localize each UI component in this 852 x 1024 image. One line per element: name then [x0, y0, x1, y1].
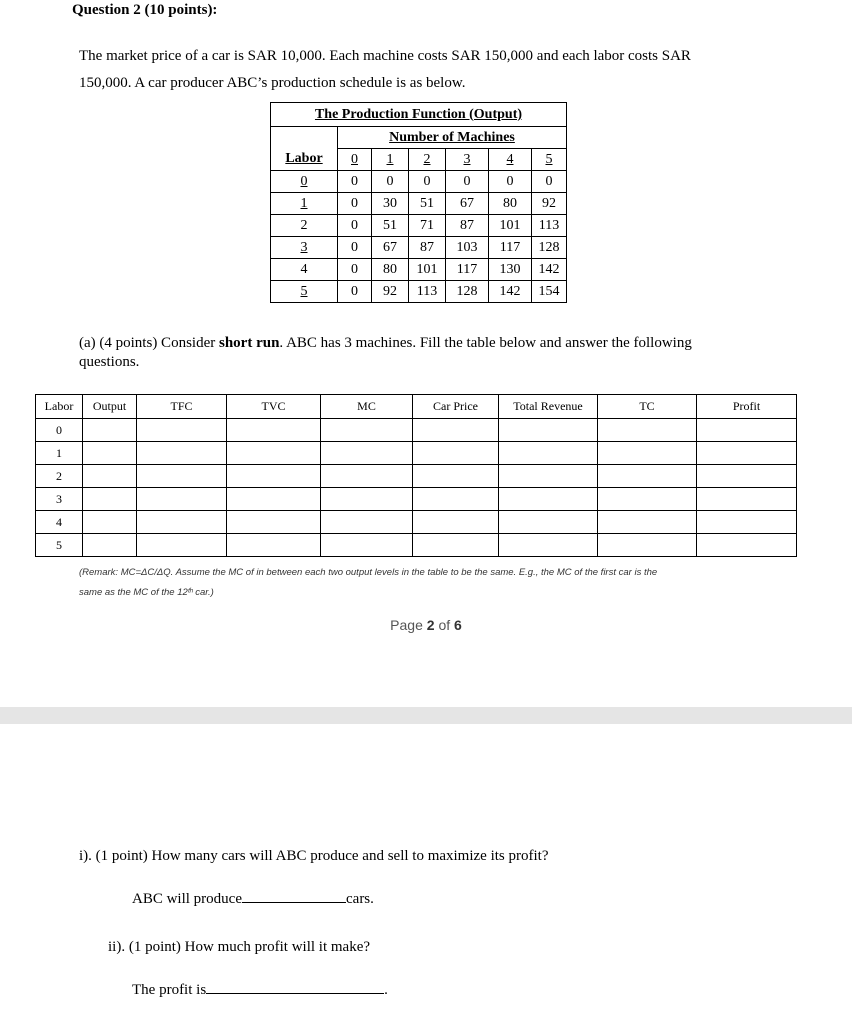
page-number	[0, 617, 852, 633]
intro-line-2: 150,000. A car producer ABC’s production schedule is as below.	[79, 75, 466, 91]
page-current: 2	[426, 617, 435, 633]
table-row	[271, 281, 567, 303]
machine-header: 3	[446, 149, 489, 171]
answer-cell[interactable]	[321, 465, 413, 488]
question-ii-answer-line	[132, 979, 388, 999]
answer-cell[interactable]	[413, 534, 499, 557]
answer-cell[interactable]	[137, 442, 227, 465]
machine-header: 1	[372, 149, 409, 171]
output-cell: 130	[489, 259, 532, 281]
remark-note	[79, 563, 779, 603]
table-row	[36, 419, 797, 442]
machine-header: 2	[409, 149, 446, 171]
answer-cell[interactable]	[499, 488, 598, 511]
answer-cell[interactable]	[499, 511, 598, 534]
answer-cell[interactable]	[697, 442, 797, 465]
output-cell: 0	[446, 171, 489, 193]
output-cell: 67	[372, 237, 409, 259]
production-function-table	[270, 102, 567, 303]
output-cell: 92	[532, 193, 567, 215]
answer-suffix: .	[384, 982, 388, 998]
answer-cell[interactable]	[137, 488, 227, 511]
header-total-revenue: Total Revenue	[499, 395, 598, 419]
header-output: Output	[83, 395, 137, 419]
page-separator	[0, 707, 852, 724]
output-cell: 103	[446, 237, 489, 259]
answer-cell[interactable]	[137, 511, 227, 534]
output-cell: 128	[532, 237, 567, 259]
table-row	[36, 511, 797, 534]
table-row	[271, 215, 567, 237]
answer-cell[interactable]	[137, 534, 227, 557]
answer-cell[interactable]	[499, 465, 598, 488]
output-cell: 113	[532, 215, 567, 237]
labor-cell: 3	[36, 488, 83, 511]
answer-cell[interactable]	[697, 488, 797, 511]
answer-blank-cars[interactable]	[242, 888, 346, 903]
table-row	[36, 465, 797, 488]
answer-cell[interactable]	[83, 488, 137, 511]
output-cell: 0	[338, 171, 372, 193]
output-cell: 87	[446, 215, 489, 237]
answer-cell[interactable]	[227, 488, 321, 511]
output-cell: 117	[489, 237, 532, 259]
answer-cell[interactable]	[321, 419, 413, 442]
output-cell: 101	[409, 259, 446, 281]
labor-cell: 4	[36, 511, 83, 534]
output-cell: 142	[532, 259, 567, 281]
answer-cell[interactable]	[598, 511, 697, 534]
header-mc: MC	[321, 395, 413, 419]
answer-cell[interactable]	[413, 511, 499, 534]
machine-header: 0	[338, 149, 372, 171]
page-prefix: Page	[390, 617, 427, 633]
page-total: 6	[454, 617, 462, 633]
output-cell: 113	[409, 281, 446, 303]
production-table-subtitle: Number of Machines	[338, 127, 567, 149]
output-cell: 80	[489, 193, 532, 215]
part-a-suffix: . ABC has 3 machines. Fill the table below and answer the following	[279, 335, 692, 351]
table-row	[271, 193, 567, 215]
answer-cell[interactable]	[499, 419, 598, 442]
answer-cell[interactable]	[321, 534, 413, 557]
production-table-title: The Production Function (Output)	[271, 103, 567, 127]
output-cell: 117	[446, 259, 489, 281]
machine-header: 5	[532, 149, 567, 171]
output-cell: 142	[489, 281, 532, 303]
intro-line-1: The market price of a car is SAR 10,000. Each machine costs SAR 150,000 and each labor costs SAR	[79, 48, 691, 64]
output-cell: 0	[338, 281, 372, 303]
header-labor: Labor	[36, 395, 83, 419]
answer-cell[interactable]	[413, 488, 499, 511]
header-tc: TC	[598, 395, 697, 419]
labor-cell: 0	[271, 171, 338, 193]
answer-cell[interactable]	[227, 534, 321, 557]
header-tvc: TVC	[227, 395, 321, 419]
answer-cell[interactable]	[321, 442, 413, 465]
answer-cell[interactable]	[321, 511, 413, 534]
labor-cell: 4	[271, 259, 338, 281]
labor-cell: 1	[36, 442, 83, 465]
output-cell: 80	[372, 259, 409, 281]
answer-cell[interactable]	[137, 465, 227, 488]
answer-cell[interactable]	[697, 419, 797, 442]
output-cell: 154	[532, 281, 567, 303]
output-cell: 101	[489, 215, 532, 237]
part-a-prefix: (a) (4 points) Consider	[79, 335, 219, 351]
table-row	[271, 237, 567, 259]
output-cell: 87	[409, 237, 446, 259]
part-a-line-1	[79, 334, 692, 353]
answer-cell[interactable]	[227, 511, 321, 534]
question-ii: ii). (1 point) How much profit will it make?	[108, 939, 371, 955]
answer-prefix: ABC will produce	[132, 891, 242, 907]
table-row	[36, 534, 797, 557]
question-i: i). (1 point) How many cars will ABC produce and sell to maximize its profit?	[79, 848, 549, 864]
answer-cell[interactable]	[227, 419, 321, 442]
output-cell: 71	[409, 215, 446, 237]
output-cell: 51	[409, 193, 446, 215]
table-row	[271, 171, 567, 193]
answer-cell[interactable]	[227, 465, 321, 488]
answer-cell[interactable]	[499, 442, 598, 465]
output-cell: 0	[532, 171, 567, 193]
labor-cell: 5	[36, 534, 83, 557]
answer-cell[interactable]	[321, 488, 413, 511]
output-cell: 51	[372, 215, 409, 237]
output-cell: 128	[446, 281, 489, 303]
answer-cell[interactable]	[697, 511, 797, 534]
answer-table	[35, 394, 797, 557]
answer-cell[interactable]	[137, 419, 227, 442]
answer-cell[interactable]	[499, 534, 598, 557]
answer-cell[interactable]	[598, 465, 697, 488]
output-cell: 67	[446, 193, 489, 215]
labor-cell: 3	[271, 237, 338, 259]
header-profit: Profit	[697, 395, 797, 419]
part-a-bold: short run	[218, 335, 280, 351]
question-i-answer-line	[132, 888, 374, 908]
labor-cell: 2	[36, 465, 83, 488]
output-cell: 0	[338, 215, 372, 237]
answer-cell[interactable]	[697, 465, 797, 488]
answer-cell[interactable]	[413, 419, 499, 442]
answer-prefix: The profit is	[132, 982, 207, 998]
answer-cell[interactable]	[598, 534, 697, 557]
answer-cell[interactable]	[227, 442, 321, 465]
table-row	[36, 488, 797, 511]
output-cell: 0	[489, 171, 532, 193]
output-cell: 0	[372, 171, 409, 193]
labor-cell: 2	[271, 215, 338, 237]
answer-suffix: cars.	[346, 891, 374, 907]
output-cell: 92	[372, 281, 409, 303]
answer-cell[interactable]	[83, 442, 137, 465]
question-title: Question 2 (10 points):	[72, 2, 218, 18]
page-middle: of	[434, 617, 455, 633]
answer-cell[interactable]	[413, 465, 499, 488]
answer-cell[interactable]	[83, 534, 137, 557]
answer-cell[interactable]	[697, 534, 797, 557]
blank-corner	[271, 127, 338, 149]
answer-cell[interactable]	[83, 511, 137, 534]
remark-line-2: same as the MC of the 12ᵗʰ car.)	[79, 587, 214, 598]
output-cell: 0	[338, 259, 372, 281]
output-cell: 0	[338, 193, 372, 215]
answer-cell[interactable]	[83, 465, 137, 488]
labor-cell: 5	[271, 281, 338, 303]
output-cell: 0	[409, 171, 446, 193]
table-row	[36, 442, 797, 465]
header-tfc: TFC	[137, 395, 227, 419]
machine-header: 4	[489, 149, 532, 171]
answer-cell[interactable]	[598, 419, 697, 442]
answer-cell[interactable]	[83, 419, 137, 442]
output-cell: 30	[372, 193, 409, 215]
labor-cell: 0	[36, 419, 83, 442]
remark-line-1: (Remark: MC=ΔC/ΔQ. Assume the MC of in between each two output levels in the table to be the same. E.g., the MC of the first car is the	[79, 567, 658, 578]
answer-cell[interactable]	[598, 488, 697, 511]
table-row	[271, 259, 567, 281]
part-a-line-2: questions.	[79, 354, 140, 370]
answer-blank-profit[interactable]	[206, 979, 384, 994]
answer-cell[interactable]	[413, 442, 499, 465]
labor-header: Labor	[271, 149, 338, 171]
labor-cell: 1	[271, 193, 338, 215]
header-car-price: Car Price	[413, 395, 499, 419]
output-cell: 0	[338, 237, 372, 259]
answer-cell[interactable]	[598, 442, 697, 465]
